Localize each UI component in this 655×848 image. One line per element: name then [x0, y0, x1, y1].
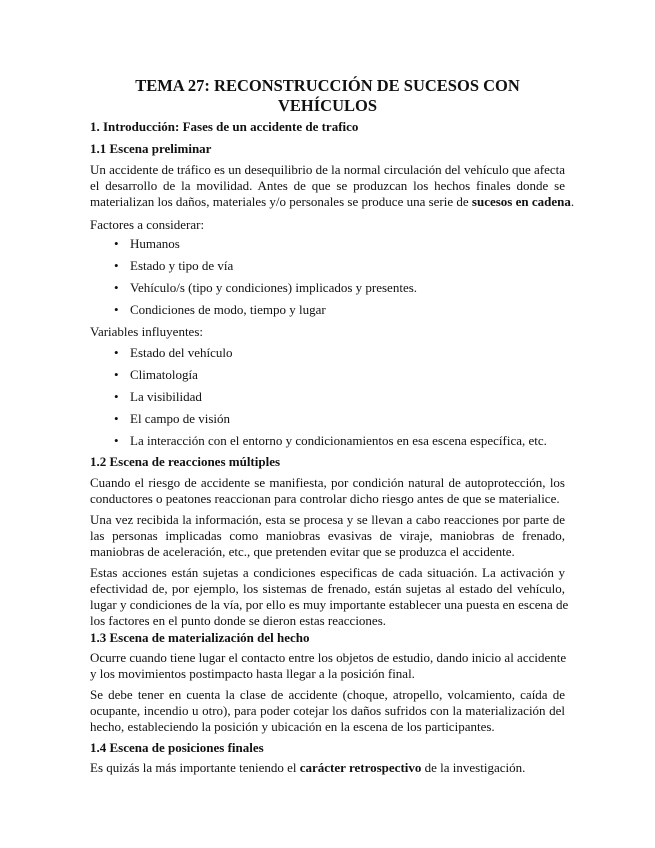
- text-segment: conductores o peatones reaccionan para controlar dicho riesgo antes de que se materialice.: [90, 491, 560, 506]
- text-segment: Una vez recibida la información, esta se procesa y se llevan a cabo reacciones por parte de: [90, 512, 565, 527]
- text-segment: Se debe tener en cuenta la clase de accidente (choque, atropello, volcamiento, caída de: [90, 687, 565, 702]
- bullet-icon: •: [114, 302, 119, 317]
- list-item-text: Estado y tipo de vía: [130, 258, 234, 273]
- section-heading: 1. Introducción: Fases de un accidente de trafico: [90, 119, 359, 134]
- paragraph-line: [90, 666, 565, 682]
- list-item: [90, 255, 565, 277]
- paragraph-line: [90, 324, 565, 340]
- paragraph-line: [90, 650, 565, 666]
- paragraph-line: [90, 162, 565, 178]
- text-segment: y los movimientos postimpacto hasta llegar a la posición final.: [90, 666, 415, 681]
- paragraph-line: [90, 719, 565, 735]
- text-segment: .: [570, 194, 575, 209]
- section-heading: 1.2 Escena de reacciones múltiples: [90, 454, 281, 469]
- bullet-icon: •: [114, 411, 119, 426]
- text-segment: lugar y condiciones de la vía, por ello es muy importante establecer una puesta en escena de: [90, 597, 569, 612]
- text-segment: materializan los daños, materiales y/o personales se produce una serie de: [90, 194, 472, 209]
- bullet-icon: •: [114, 389, 119, 404]
- list-item-text: Humanos: [130, 236, 180, 251]
- list-item: [90, 364, 565, 386]
- bold-text: sucesos en cadena: [471, 194, 571, 209]
- paragraph-line: [90, 194, 575, 210]
- section-heading: 1.1 Escena preliminar: [90, 141, 212, 156]
- paragraph: [90, 162, 575, 210]
- paragraph-line: [90, 178, 565, 194]
- paragraph-line: [90, 581, 565, 597]
- paragraph: [90, 324, 565, 340]
- section-heading: 1.4 Escena de posiciones finales: [90, 740, 264, 755]
- text-segment: efectividad de, por ejemplo, los sistemas de frenado, están sujetas al estado del vehículo,: [90, 581, 565, 596]
- text-segment: Cuando el riesgo de accidente se manifiesta, por condición natural de autoprotección, los: [90, 475, 565, 490]
- text-segment: ocupante, incendio u otro), para poder cotejar los daños sufridos con la materialización del: [90, 703, 565, 718]
- paragraph-line: [90, 760, 565, 776]
- paragraph-line: [90, 475, 565, 491]
- paragraph: [90, 512, 565, 560]
- list-item: [90, 277, 565, 299]
- bullet-list: [90, 342, 565, 452]
- paragraph-line: [90, 565, 565, 581]
- list-item: [90, 386, 565, 408]
- text-segment: Es quizás la más importante teniendo el: [90, 760, 300, 775]
- text-segment: hecho, estableciendo la posición y ubicación en la escena de los participantes.: [90, 719, 495, 734]
- bullet-icon: •: [114, 433, 119, 448]
- list-item-text: La interacción con el entorno y condicionamientos en esa escena específica, etc.: [130, 433, 547, 448]
- section-heading: 1.3 Escena de materialización del hecho: [90, 630, 310, 645]
- paragraph: [90, 687, 565, 735]
- list-item-text: Condiciones de modo, tiempo y lugar: [130, 302, 326, 317]
- paragraph-line: [90, 528, 565, 544]
- text-segment: Variables influyentes:: [90, 324, 203, 339]
- bullet-icon: •: [114, 280, 119, 295]
- bullet-icon: •: [114, 345, 119, 360]
- bullet-list: [90, 233, 565, 321]
- paragraph-line: [90, 687, 565, 703]
- paragraph: [90, 565, 569, 629]
- list-item: [90, 233, 565, 255]
- paragraph-line: [90, 512, 565, 528]
- text-segment: Factores a considerar:: [90, 217, 205, 232]
- paragraph-line: [90, 217, 565, 233]
- text-segment: Un accidente de tráfico es un desequilibrio de la normal circulación del vehículo que afecta: [90, 162, 566, 177]
- document-title: TEMA 27: RECONSTRUCCIÓN DE SUCESOS CON VEHÍCULOS: [135, 76, 520, 115]
- list-item: [90, 342, 565, 364]
- paragraph: [90, 650, 565, 682]
- text-segment: las personas implicadas como maniobras evasivas de viraje, maniobras de frenado,: [90, 528, 565, 543]
- bullet-icon: •: [114, 236, 119, 251]
- text-segment: Ocurre cuando tiene lugar el contacto entre los objetos de estudio, dando inicio al accidente: [90, 650, 567, 665]
- text-segment: el desarrollo de la movilidad. Antes de que se produzcan los hechos finales donde se: [90, 178, 565, 193]
- list-item: [90, 430, 565, 452]
- list-item-text: Vehículo/s (tipo y condiciones) implicados y presentes.: [130, 280, 418, 295]
- text-segment: maniobras de aceleración, etc., que pretenden evitar que se produzca el accidente.: [90, 544, 515, 559]
- list-item-text: La visibilidad: [130, 389, 202, 404]
- text-segment: de la investigación.: [421, 760, 526, 775]
- text-segment: Estas acciones están sujetas a condiciones especificas de cada situación. La activación y: [90, 565, 565, 580]
- paragraph: [90, 760, 565, 776]
- paragraph-line: [90, 703, 565, 719]
- list-item-text: Climatología: [130, 367, 198, 382]
- bullet-icon: •: [114, 367, 119, 382]
- list-item-text: Estado del vehículo: [130, 345, 233, 360]
- list-item: [90, 299, 565, 321]
- paragraph-line: [90, 613, 565, 629]
- list-item: [90, 408, 565, 430]
- paragraph-line: [90, 544, 565, 560]
- paragraph: [90, 475, 565, 507]
- bold-text: carácter retrospectivo: [299, 760, 422, 775]
- bullet-icon: •: [114, 258, 119, 273]
- paragraph-line: [90, 597, 569, 613]
- paragraph-line: [90, 491, 565, 507]
- text-segment: los factores en el punto donde se dieron estas reacciones.: [90, 613, 387, 628]
- paragraph: [90, 217, 565, 233]
- list-item-text: El campo de visión: [130, 411, 231, 426]
